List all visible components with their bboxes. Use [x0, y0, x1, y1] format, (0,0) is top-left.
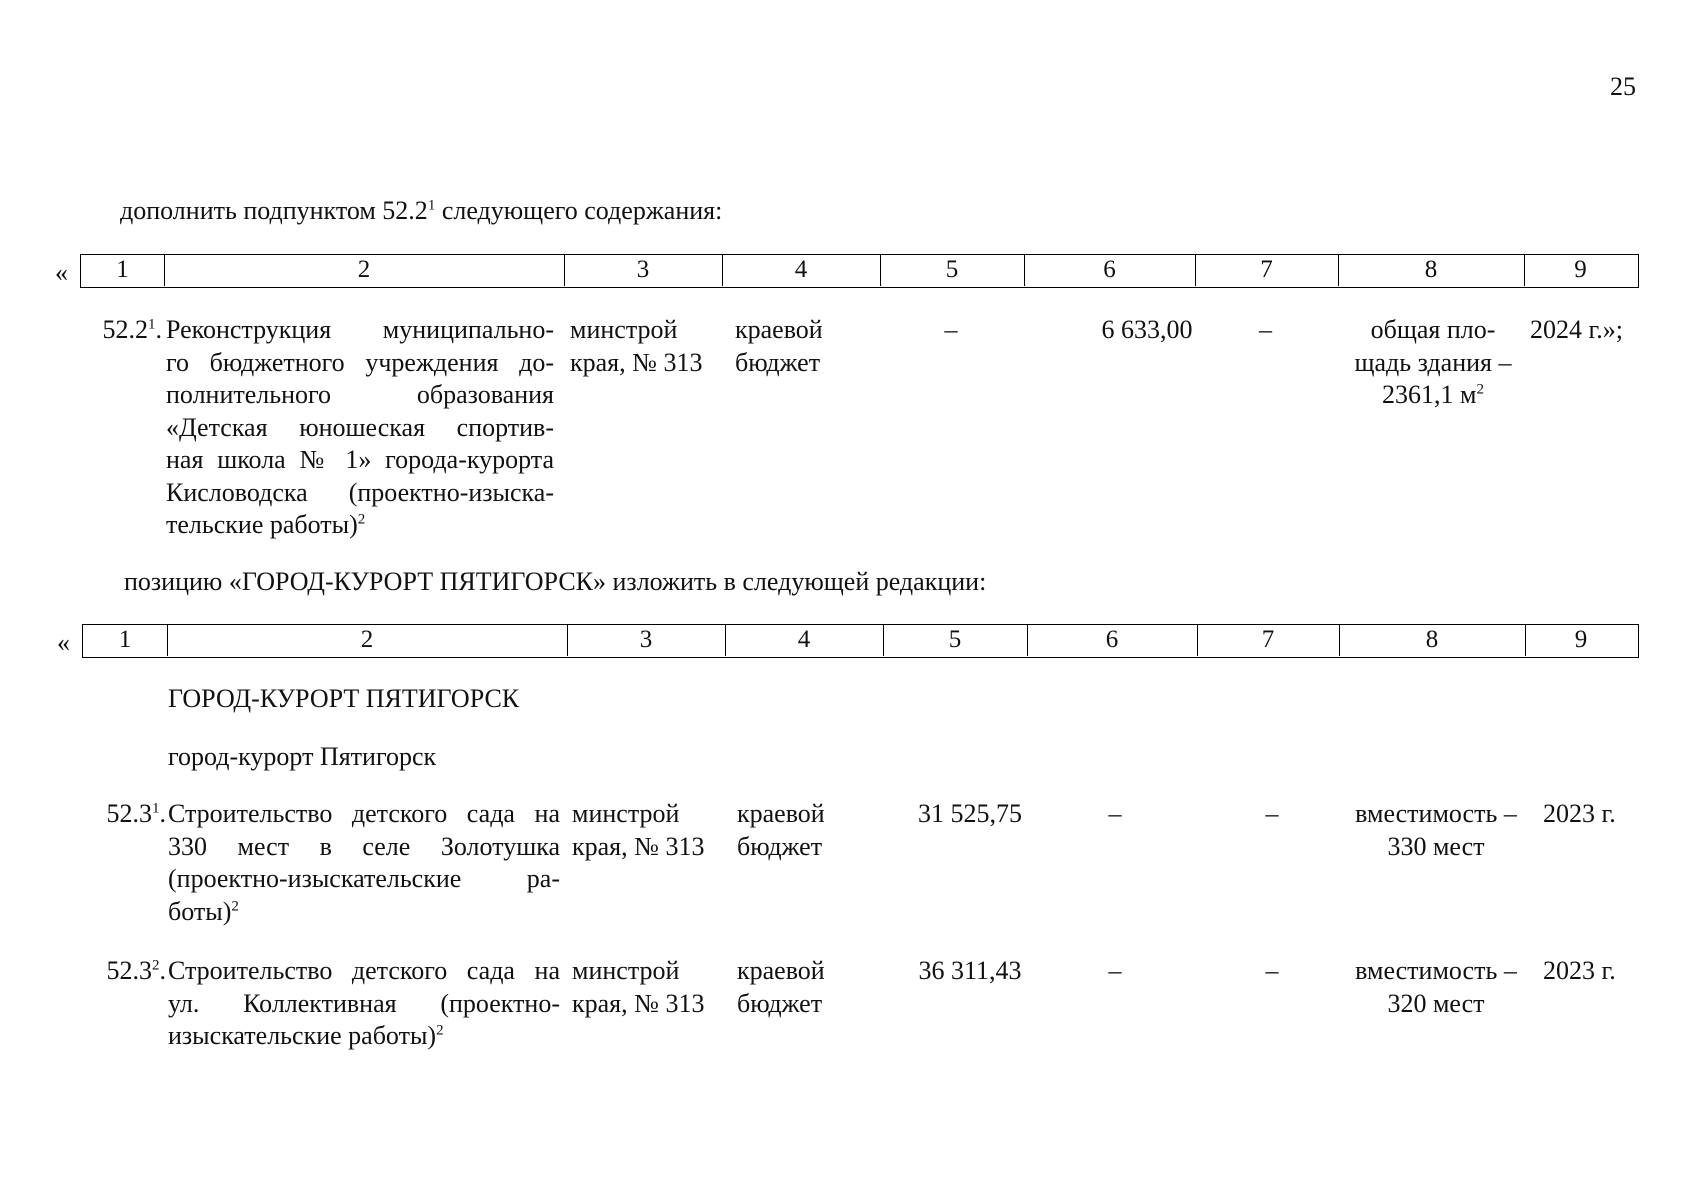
object-name	[168, 955, 560, 1053]
column-6-value: –	[1108, 956, 1122, 985]
funding-source-line: краевой	[737, 956, 825, 985]
row-number-superscript: 2	[152, 957, 160, 974]
row-number-suffix: .	[155, 315, 162, 344]
capacity-line-with-unit	[1337, 379, 1529, 412]
page-number: 25	[1610, 72, 1636, 101]
footnote-superscript: 2	[231, 897, 239, 914]
footnote-superscript: 2	[436, 1022, 444, 1039]
column-7-value: –	[1265, 799, 1279, 828]
capacity	[1340, 798, 1532, 863]
funding-source	[735, 314, 823, 379]
customer-line: минстрой	[572, 956, 680, 985]
column-number: 4	[794, 256, 808, 283]
customer-line: края, № 313	[572, 988, 705, 1018]
customer-line: минстрой	[572, 799, 680, 828]
instruction-text-pre: дополнить подпунктом 52.2	[120, 196, 428, 225]
object-name-last-line	[166, 509, 554, 542]
column-number: 9	[1574, 256, 1587, 283]
column-number: 9	[1574, 626, 1588, 653]
row-number	[88, 955, 166, 988]
unit-superscript: 2	[1476, 381, 1484, 398]
column-number: 1	[116, 256, 129, 283]
row-number-superscript: 1	[152, 800, 160, 817]
customer-line: минстрой	[570, 315, 678, 344]
column-number: 3	[636, 256, 650, 283]
subsection-heading-city: город-курорт Пятигорск	[168, 742, 437, 771]
column-number: 6	[1105, 626, 1119, 653]
object-name-line: ул. Коллективная (проектно-	[168, 988, 560, 1018]
object-name-line: го бюджетного учреждения до-	[166, 347, 554, 377]
capacity	[1337, 314, 1529, 412]
object-name-line: Строительство детского сада на	[168, 799, 560, 828]
capacity-line-text: 2361,1 м	[1382, 380, 1477, 409]
column-number: 7	[1261, 626, 1275, 653]
object-name-line: 330 мест в селе Золотушка	[168, 831, 560, 861]
row-number-suffix: .	[159, 956, 166, 985]
object-name-line-text: боты)	[168, 896, 232, 926]
open-quote: «	[57, 628, 70, 657]
column-number: 4	[797, 626, 811, 653]
object-name-line: «Детская юношеская спортив-	[166, 412, 554, 442]
object-name-line-text: тельские работы)	[166, 510, 358, 539]
column-6-value: –	[1108, 799, 1122, 828]
column-number-header	[82, 624, 1639, 658]
customer-line: края, № 313	[570, 347, 703, 377]
funding-source-line: краевой	[735, 315, 823, 344]
capacity-line: щадь здания –	[1354, 347, 1512, 377]
object-name-line: ная школа № 1» города-курорта	[166, 445, 554, 474]
funding-source	[737, 955, 825, 1020]
row-number	[88, 798, 166, 831]
object-name-last-line	[168, 1020, 560, 1053]
instruction-superscript: 1	[427, 197, 436, 214]
column-number: 3	[639, 626, 653, 653]
object-name-line-text: изыскательские работы)	[168, 1021, 437, 1050]
column-number-header	[80, 254, 1639, 288]
column-number: 1	[118, 626, 132, 653]
object-name	[166, 314, 554, 542]
column-number: 7	[1260, 256, 1273, 283]
column-5-value: 36 311,43	[918, 956, 1022, 985]
object-name-line: Строительство детского сада на	[168, 956, 560, 985]
column-number: 8	[1424, 256, 1438, 283]
capacity-line: вместимость –	[1355, 799, 1517, 828]
funding-source-line: краевой	[737, 799, 825, 828]
object-name-line: полнительного образования	[166, 380, 554, 409]
customer	[570, 314, 702, 379]
funding-source	[737, 798, 825, 863]
capacity	[1340, 955, 1532, 1020]
customer-line: края, № 313	[572, 831, 705, 861]
section-heading-city: ГОРОД-КУРОРТ ПЯТИГОРСК	[168, 684, 520, 713]
row-number	[84, 314, 162, 347]
footnote-superscript: 2	[357, 511, 366, 528]
column-number: 2	[357, 256, 371, 283]
funding-source-line: бюджет	[737, 988, 823, 1018]
row-number-text: 52.3	[106, 956, 152, 985]
column-number: 5	[945, 256, 959, 283]
column-7-value: –	[1259, 315, 1272, 344]
object-name-line: Реконструкция муниципально-	[166, 315, 554, 344]
instruction-restate-position: позицию «ГОРОД-КУРОРТ ПЯТИГОРСК» изложить в следующей редакции:	[124, 567, 987, 596]
row-number-text: 52.2	[102, 315, 148, 344]
object-name-line: Кисловодска (проектно-изыска-	[166, 477, 554, 507]
completion-year: 2023 г.	[1543, 799, 1616, 828]
open-quote: «	[55, 258, 68, 287]
completion-year: 2024 г.»;	[1530, 315, 1623, 344]
funding-source-line: бюджет	[735, 347, 821, 377]
customer	[572, 798, 704, 863]
object-name-last-line	[168, 896, 560, 929]
column-5-value: 31 525,75	[918, 799, 1022, 828]
capacity-line: общая пло-	[1370, 315, 1496, 344]
instruction-add-subitem	[120, 196, 722, 226]
column-6-value: 6 633,00	[1101, 315, 1193, 344]
column-number: 5	[948, 626, 962, 653]
row-number-suffix: .	[159, 799, 166, 828]
completion-year: 2023 г.	[1543, 956, 1616, 985]
column-5-value: –	[944, 315, 958, 344]
object-name-line: (проектно-изыскательские ра-	[168, 864, 560, 893]
customer	[572, 955, 704, 1020]
row-number-text: 52.3	[106, 799, 152, 828]
row-number-superscript: 1	[148, 316, 156, 333]
column-number: 2	[360, 626, 374, 653]
column-number: 6	[1103, 256, 1116, 283]
funding-source-line: бюджет	[737, 831, 823, 861]
column-7-value: –	[1265, 956, 1279, 985]
capacity-line: 330 мест	[1387, 831, 1485, 861]
capacity-line: вместимость –	[1355, 956, 1517, 985]
capacity-line: 320 мест	[1387, 988, 1485, 1018]
column-number: 8	[1425, 626, 1439, 653]
object-name	[168, 798, 560, 928]
instruction-text-post: следующего содержания:	[435, 196, 723, 225]
